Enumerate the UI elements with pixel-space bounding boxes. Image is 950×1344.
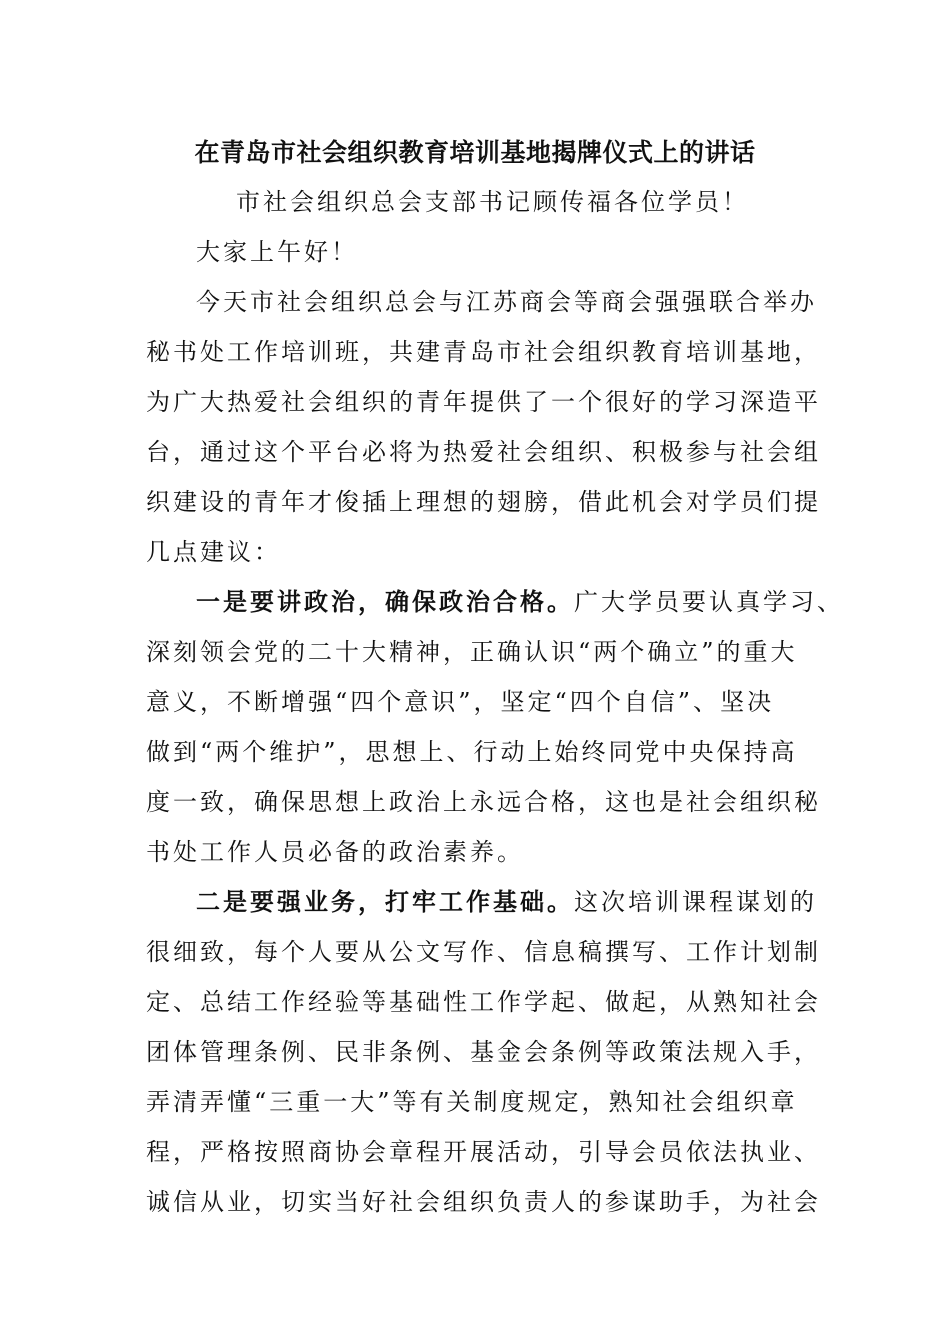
section1-lead: 一是要讲政治，确保政治合格。 [196, 587, 574, 616]
paragraph1-line: 台，通过这个平台必将为热爱社会组织、积极参与社会组 [146, 438, 821, 466]
document-title: 在青岛市社会组织教育培训基地揭牌仪式上的讲话 [194, 138, 756, 167]
section2-first-line [196, 884, 817, 920]
section1-first-line [196, 584, 844, 620]
section2-line: 弄清弄懂“三重一大”等有关制度规定，熟知社会组织章 [146, 1088, 798, 1116]
paragraph1-line: 为广大热爱社会组织的青年提供了一个很好的学习深造平 [146, 388, 821, 416]
speaker-line: 市社会组织总会支部书记顾传福各位学员！ [236, 188, 749, 216]
section2-first-rest: 这次培训课程谋划的 [574, 888, 817, 916]
paragraph1-line: 今天市社会组织总会与江苏商会等商会强强联合举办 [196, 288, 817, 316]
section1-line: 度一致，确保思想上政治上永远合格，这也是社会组织秘 [146, 788, 821, 816]
section2-line: 很细致，每个人要从公文写作、信息稿撰写、工作计划制 [146, 938, 821, 966]
paragraph1-line: 几点建议： [146, 538, 281, 566]
paragraph1-line: 织建设的青年才俊插上理想的翅膀，借此机会对学员们提 [146, 488, 821, 516]
section2-line: 团体管理条例、民非条例、基金会条例等政策法规入手， [146, 1038, 821, 1066]
section1-line: 深刻领会党的二十大精神，正确认识“两个确立”的重大 [146, 638, 798, 666]
section1-line: 做到“两个维护”，思想上、行动上始终同党中央保持高 [146, 738, 798, 766]
section1-line: 意义，不断增强“四个意识”，坚定“四个自信”、坚决 [146, 688, 775, 716]
section2-line: 程，严格按照商协会章程开展活动，引导会员依法执业、 [146, 1138, 821, 1166]
section2-lead: 二是要强业务，打牢工作基础。 [196, 887, 574, 916]
greeting: 大家上午好！ [196, 238, 358, 266]
section1-first-rest: 广大学员要认真学习、 [574, 588, 844, 616]
section2-line: 定、总结工作经验等基础性工作学起、做起，从熟知社会 [146, 988, 821, 1016]
section1-line: 书处工作人员必备的政治素养。 [146, 838, 524, 866]
section2-line: 诚信从业，切实当好社会组织负责人的参谋助手，为社会 [146, 1188, 821, 1216]
paragraph1-line: 秘书处工作培训班，共建青岛市社会组织教育培训基地， [146, 338, 821, 366]
